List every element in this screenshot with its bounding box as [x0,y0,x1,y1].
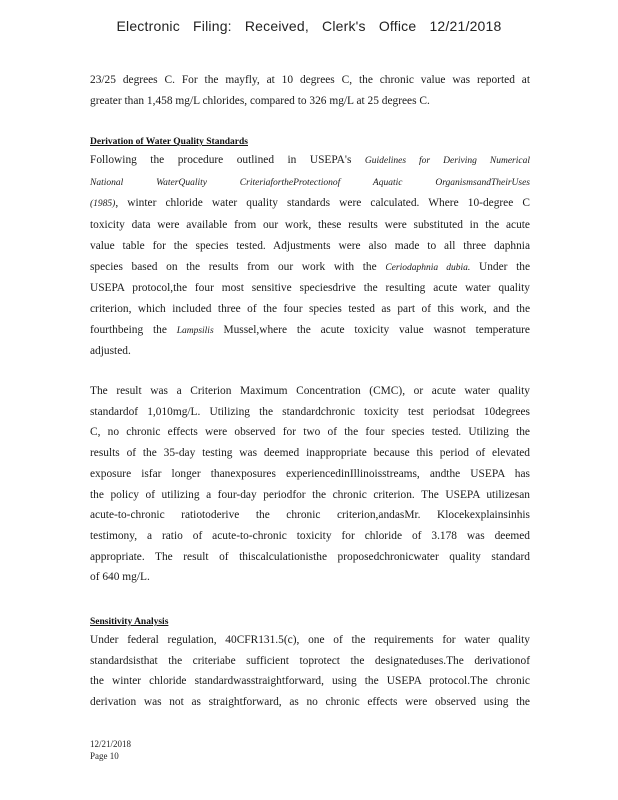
page-header: Electronic Filing: Received, Clerk's Office 12/21/2018 [116,18,502,34]
footer-page-number: Page 10 [90,751,119,761]
text-line: fourthbeing the Lampsilis Mussel,where the acute toxicity value wasnot temperature [90,323,530,336]
text-line: The result was a Criterion Maximum Concentration (CMC), or acute water quality [90,385,530,397]
text-line: criterion, which included three of the four species tested as part of this work, and the [90,302,530,315]
page-footer [90,738,131,762]
text-line: the policy of utilizing a four-day periodfor the chronic criterion. The USEPA utilizesan [90,488,530,501]
text-line: derivation was not as straightforward, as no chronic effects were observed using the [90,696,530,709]
text-line: USEPA protocol,the four most sensitive speciesdrive the resulting acute water quality [90,282,530,295]
text-line: standardsisthat the criteriabe sufficient toprotect the designateduses.The derivationof [90,654,530,667]
text-line: National WaterQuality CriteriafortheProtectionof Aquatic OrganismsandTheirUses [90,177,530,188]
paragraph-cmc-result [90,381,530,588]
heading-text: Derivation of Water Quality Standards [90,137,248,147]
text-line: (1985), winter chloride water quality standards were calculated. Where 10-degree C [90,197,530,210]
text-line: Under federal regulation, 40CFR131.5(c), one of the requirements for water quality [90,634,530,646]
text-line: acute-to-chronic ratiotoderive the chronic criterion,andasMr. Klocekexplainsinhis [90,509,530,522]
text-line: greater than 1,458 mg/L chlorides, compared to 326 mg/L at 25 degrees C. [90,94,430,107]
paragraph-mayfly [90,70,530,111]
text-line: Following the procedure outlined in USEPA's Guidelines for Deriving Numerical [90,154,530,166]
text-line: standardof 1,010mg/L. Utilizing the standardchronic toxicity test periodsat 10degrees [90,405,530,418]
text-line: the winter chloride standardwasstraightforward, using the USEPA protocol.The chronic [90,675,530,688]
text-line: toxicity data were available from our work, these results were substituted in the acute [90,219,530,232]
text-line: 23/25 degrees C. For the mayfly, at 10 degrees C, the chronic value was reported at [90,74,530,86]
text-line: value table for the species tested. Adjustments were also made to all three daphnia [90,239,530,252]
footer-date: 12/21/2018 [90,739,132,749]
paragraph-sensitivity [90,630,530,713]
text-line: species based on the results from our work with the Ceriodaphnia dubia. Under the [90,260,531,273]
heading-text: Sensitivity Analysis [90,617,169,627]
text-line: C, no chronic effects were observed for two of the four species tested. Utilizing the [90,426,530,439]
text-line: adjusted. [90,345,131,358]
section-heading-derivation [90,132,248,152]
text-line: exposure isfar longer thanexposures experiencedinIllinoisstreams, andthe USEPA has [90,467,530,480]
text-line: testimony, a ratio of acute-to-chronic toxicity for chloride of 3.178 was deemed [90,529,530,542]
text-line: of 640 mg/L. [90,571,150,584]
text-line: appropriate. The result of thiscalculationisthe proposedchronicwater quality standard [90,550,530,563]
paragraph-derivation [90,150,530,362]
section-heading-sensitivity [90,612,168,632]
text-line: results of the 35-day testing was deemed inappropriate because this period of elevated [90,447,530,460]
